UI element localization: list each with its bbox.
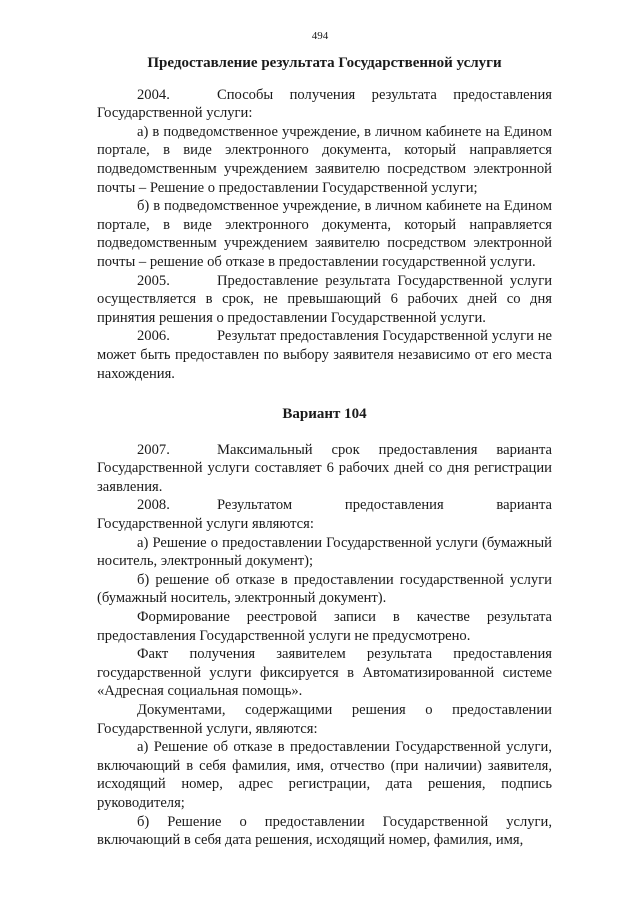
paragraph: а) Решение о предоставлении Государственной услуги (бумажный носитель, электронный документ); [97, 534, 552, 570]
paragraph: Документами, содержащими решения о предоставлении Государственной услуги, являются: [97, 702, 552, 737]
paragraph: б) решение об отказе в предоставлении государственной услуги (бумажный носитель, электронный документ). [97, 571, 552, 607]
paragraph-number: 2006. [137, 328, 170, 345]
section-result-delivery [97, 86, 552, 384]
paragraph-text: Способы получения результата предоставления Государственной услуги: [97, 86, 552, 122]
numbered-paragraph [97, 327, 552, 383]
paragraph: а) в подведомственное учреждение, в личном кабинете на Едином портале, в виде электронного документа, который направляется подведомственным учреждением заявителю посредством электронной почты – Решение о предоставлении Государственной услуги; [97, 123, 552, 196]
paragraph-text: Результат предоставления Государственной услуги не может быть предоставлен по выбору заявителя независимо от его места нахождения. [97, 328, 552, 382]
numbered-paragraph [97, 441, 552, 497]
section-variant-104 [97, 441, 552, 850]
numbered-paragraph [97, 86, 552, 123]
paragraph: Формирование реестровой записи в качестве результата предоставления Государственной услуги не предусмотрено. [97, 609, 552, 644]
paragraph: б) Решение о предоставлении Государственной услуги, включающий в себя дата решения, исходящий номер, фамилия, имя, [97, 813, 552, 849]
paragraph-number: 2008. [137, 497, 170, 514]
document-body [97, 54, 552, 850]
paragraph-text: Результатом предоставления варианта Государственной услуги являются: [97, 497, 552, 533]
paragraph-text: Максимальный срок предоставления варианта Государственной услуги составляет 6 рабочих дней со дня регистрации заявления. [97, 441, 552, 495]
paragraph: а) Решение об отказе в предоставлении Государственной услуги, включающий в себя фамилия, имя, отчество (при наличии) заявителя, исходящий номер, адрес регистрации, дата решения, подпись руководителя; [97, 739, 552, 811]
paragraph-number: 2004. [137, 86, 170, 103]
section-heading-variant: Вариант 104 [282, 406, 367, 423]
paragraph: Факт получения заявителем результата предоставления государственной услуги фиксируется в Автоматизированной системе «Адресная социальная помощь». [97, 646, 552, 700]
paragraph: б) в подведомственное учреждение, в личном кабинете на Едином портале, в виде электронного документа, который направляется подведомственным учреждением заявителю посредством электронной почты – решение об отказе в предоставлении государственной услуги. [97, 198, 552, 270]
paragraph-number: 2005. [137, 272, 170, 289]
section-heading-result: Предоставление результата Государственной услуги [147, 55, 502, 71]
numbered-paragraph [97, 496, 552, 533]
paragraph-text: Предоставление результата Государственной услуги осуществляется в срок, не превышающий 6 рабочих дней со дня принятия решения о предоставлении Государственной услуги. [97, 272, 552, 326]
paragraph-number: 2007. [137, 441, 170, 458]
page-number: 494 [311, 30, 329, 42]
numbered-paragraph [97, 272, 552, 328]
